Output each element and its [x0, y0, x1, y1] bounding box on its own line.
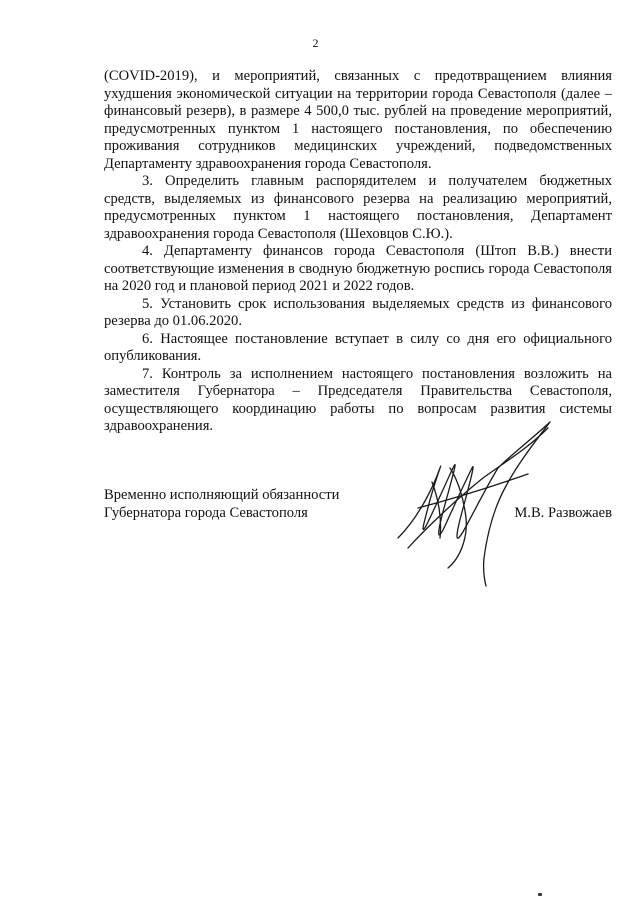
- signatory-name: М.В. Развожаев: [514, 505, 612, 521]
- document-body: [104, 68, 612, 436]
- signatory-title-line2: Губернатора города Севастополя: [104, 505, 308, 521]
- signatory-title-line1: Временно исполняющий обязанности: [104, 487, 340, 503]
- scan-artifact: [538, 893, 542, 896]
- handwritten-signature: [388, 408, 558, 588]
- page-number: 2: [312, 36, 319, 50]
- paragraph-item-6: 6. Настоящее постановление вступает в силу со дня его официального опубликования.: [104, 330, 612, 364]
- paragraph-item-7: 7. Контроль за исполнением настоящего постановления возложить на заместителя Губернатора – Председателя Правительства Севастополя, осуществляющего координацию работы по вопросам развития системы здравоохранения.: [104, 365, 612, 434]
- paragraph-item-3: 3. Определить главным распорядителем и получателем бюджетных средств, выделяемых из финансового резерва на реализацию мероприятий, предусмотренных пунктом 1 настоящего постановления, Департамент здравоохранения города Севастополя (Шеховцов С.Ю.).: [104, 173, 612, 242]
- paragraph-item-5: 5. Установить срок использования выделяемых средств из финансового резерва до 01.06.2020.: [104, 295, 612, 329]
- paragraph-continuation: (COVID-2019), и мероприятий, связанных с предотвращением влияния ухудшения экономической ситуации на территории города Севастополя (далее – финансовый резерв), в размере 4 500,0 тыс. рублей на проведение мероприятий, предусмотренных пунктом 1 настоящего постановления, по обеспечению проживания сотрудников медицинских учреждений, подведомственных Департаменту здравоохранения города Севастополя.: [104, 68, 612, 172]
- paragraph-item-4: 4. Департаменту финансов города Севастополя (Штоп В.В.) внести соответствующие изменения в сводную бюджетную роспись города Севастополя на 2020 год и плановой период 2021 и 2022 годов.: [104, 243, 612, 294]
